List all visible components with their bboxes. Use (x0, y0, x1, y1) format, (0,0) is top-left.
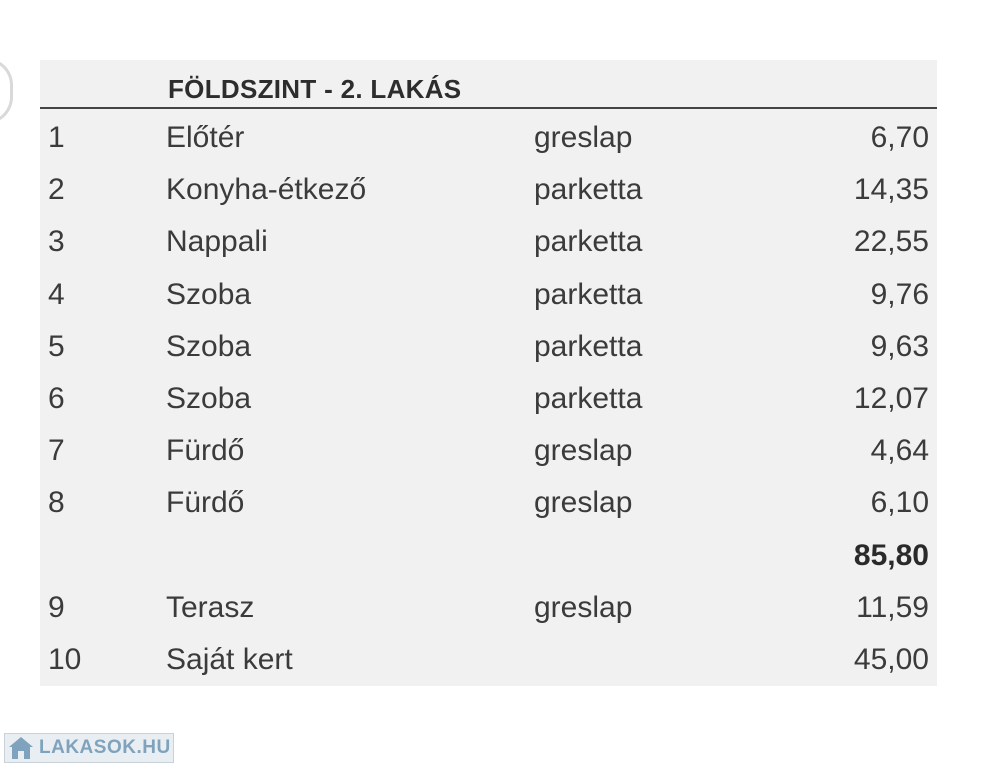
floor-type: greslap (534, 434, 633, 468)
row-number: 7 (48, 434, 65, 468)
room-name: Előtér (166, 121, 245, 154)
room-area: 9,76 (870, 277, 929, 311)
table-row (40, 222, 937, 274)
room-name: Terasz (166, 590, 255, 624)
table-row (40, 118, 937, 170)
room-name: Nappali (166, 225, 268, 259)
edge-decoration (0, 58, 13, 124)
row-number: 5 (48, 329, 65, 363)
floor-type: parketta (534, 329, 643, 363)
table-row (40, 483, 937, 535)
floor-type: parketta (534, 225, 643, 259)
row-number: 1 (48, 121, 65, 154)
table-title: FÖLDSZINT - 2. LAKÁS (168, 74, 462, 104)
watermark-text: LAKASOK.HU (39, 737, 171, 758)
row-number: 4 (48, 277, 65, 311)
table-row (40, 588, 937, 640)
room-area: 12,07 (853, 381, 929, 415)
house-icon (9, 737, 33, 759)
room-name: Szoba (166, 381, 252, 415)
table-header (40, 60, 937, 109)
table-row (40, 170, 937, 222)
floor-type: greslap (534, 121, 633, 154)
room-name: Fürdő (166, 486, 245, 520)
table-row (40, 640, 937, 692)
table-row (40, 379, 937, 431)
table-row (40, 275, 937, 327)
room-area: 11,59 (856, 590, 929, 624)
floor-type: parketta (534, 381, 643, 415)
room-name: Saját kert (166, 642, 293, 676)
subtotal-area: 85,80 (853, 538, 929, 572)
room-area: 9,63 (870, 329, 929, 363)
row-number: 3 (48, 225, 65, 259)
room-table (40, 60, 937, 686)
floor-type: greslap (534, 590, 633, 624)
floor-type: greslap (534, 486, 633, 520)
row-number: 10 (48, 642, 82, 676)
room-name: Szoba (166, 277, 252, 311)
row-number: 8 (48, 486, 65, 520)
row-number: 2 (48, 173, 65, 207)
table-body (40, 118, 937, 692)
table-row (40, 431, 937, 483)
room-name: Fürdő (166, 434, 245, 468)
room-area: 6,70 (870, 121, 929, 154)
room-name: Konyha-étkező (166, 173, 367, 207)
row-number: 9 (48, 590, 65, 624)
room-name: Szoba (166, 329, 252, 363)
room-area: 6,10 (870, 486, 929, 520)
room-area: 45,00 (853, 642, 929, 676)
room-area: 4,64 (870, 434, 929, 468)
table-row (40, 327, 937, 379)
floor-type: parketta (534, 173, 643, 207)
subtotal-row (40, 536, 937, 588)
room-area: 14,35 (853, 173, 929, 207)
floor-type: parketta (534, 277, 643, 311)
row-number: 6 (48, 381, 65, 415)
watermark-logo (4, 733, 174, 763)
room-area: 22,55 (853, 225, 929, 259)
